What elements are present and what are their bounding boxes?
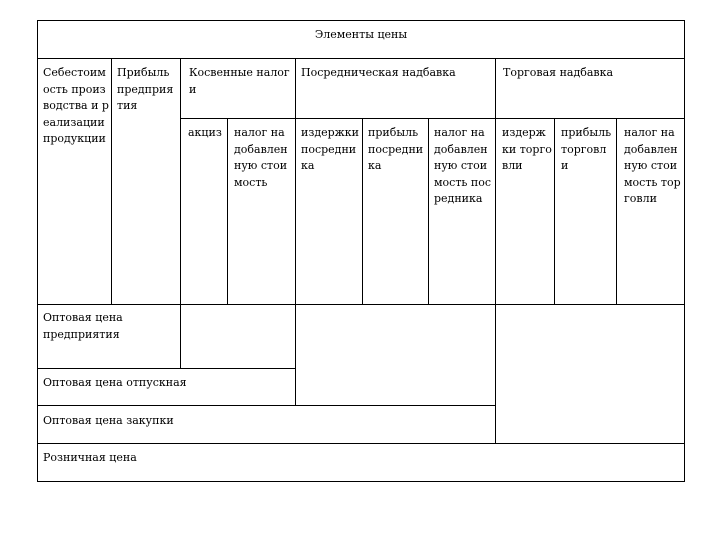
line [37,481,685,482]
line [37,304,685,305]
line [362,118,363,304]
wholesale-purchase-label: Оптовая цена закупки [43,414,174,427]
line [227,118,228,304]
indirect-taxes-header: Косвенные налоги [189,66,290,96]
intermediary-costs-cell: издержки посредника [301,126,359,172]
intermediary-profit-cell: прибыль посредника [368,126,424,172]
excise-cell: акциз [188,126,222,139]
line [180,58,181,368]
line [554,118,555,304]
line [37,20,685,21]
trade-vat-cell: налог на добавленную стоимость торговли [624,126,681,205]
line [37,405,495,406]
trade-markup-header: Торговая надбавка [503,66,614,79]
line [616,118,617,304]
line [37,368,295,369]
retail-price-label: Розничная цена [43,451,137,464]
line [37,443,685,444]
trade-profit-cell: прибыль торговли [561,126,612,172]
trade-costs-cell: издержки торговли [502,126,552,172]
line [180,118,685,119]
line [37,58,685,59]
table-title: Элементы цены [314,28,408,41]
intermediary-vat-cell: налог на добавленную стоимость посредника [434,126,492,205]
line [684,20,685,482]
cost-header: Себестоимость производства и реализации продукции [43,66,109,145]
line [428,118,429,304]
profit-header: Прибыль предприятия [117,66,174,112]
line [495,58,496,443]
vat-cell: налог на добавленную стоимость [234,126,288,189]
line [37,20,38,482]
price-elements-table [37,20,685,482]
wholesale-release-label: Оптовая цена отпускная [43,376,187,389]
wholesale-enterprise-label: Оптовая цена предприятия [43,311,123,341]
line [295,58,296,405]
line [111,58,112,304]
intermediary-markup-header: Посредническая надбавка [301,66,456,79]
